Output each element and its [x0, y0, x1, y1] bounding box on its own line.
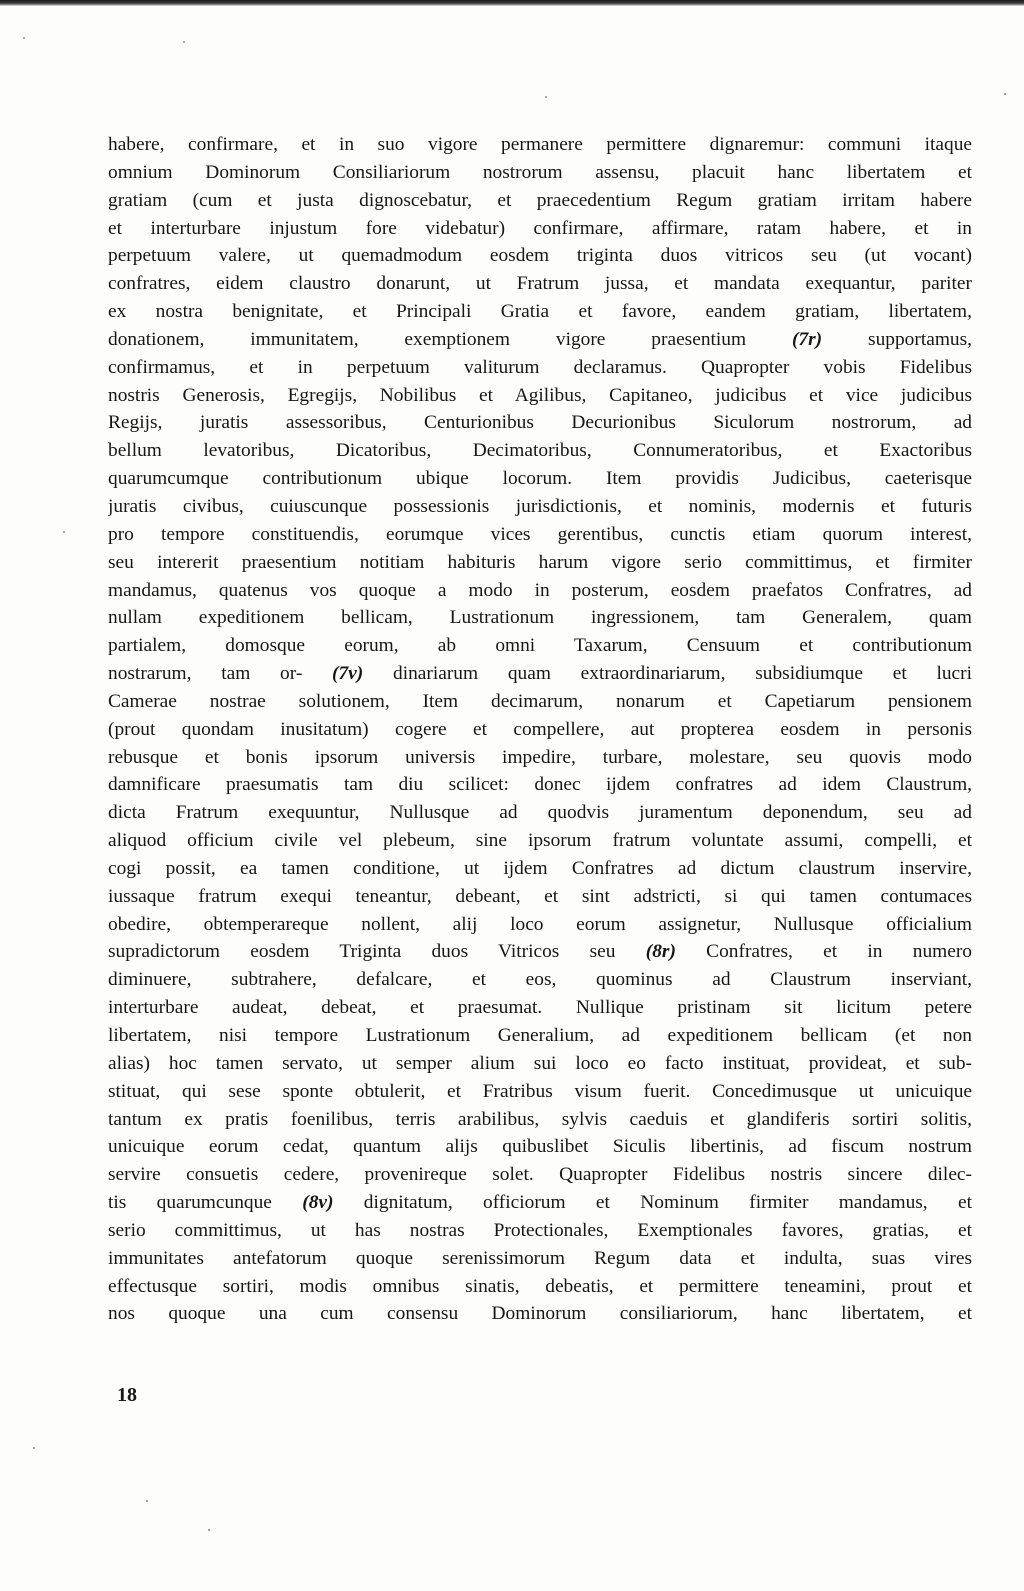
text-line: damnificare praesumatis tam diu scilicet: donec ijdem confratres ad idem Claustrum,	[108, 774, 972, 796]
text-line: mandamus, quatenus vos quoque a modo in posterum, eosdem praefatos Confratres, ad	[108, 579, 972, 601]
scan-speck	[1004, 93, 1006, 95]
scan-speck	[146, 1500, 148, 1502]
text-line: obedire, obtemperareque nollent, alij loco eorum assignetur, Nullusque officialium	[108, 913, 972, 935]
page-number: 18	[117, 1384, 137, 1406]
text-line: Regijs, juratis assessoribus, Centurionibus Decurionibus Siculorum nostrorum, ad	[108, 412, 972, 434]
text-line: perpetuum valere, ut quemadmodum eosdem triginta duos vitricos seu (ut vocant)	[108, 245, 972, 267]
text-line: confirmamus, et in perpetuum valiturum declaramus. Quapropter vobis Fidelibus	[108, 356, 972, 378]
text-line: partialem, domosque eorum, ab omni Taxarum, Censuum et contributionum	[108, 635, 972, 657]
text-line: iussaque fratrum exequi teneantur, debeant, et sint adstricti, si qui tamen contumaces	[108, 885, 972, 907]
text-line: supradictorum eosdem Triginta duos Vitricos seu (8r) Confratres, et in numero	[108, 941, 972, 963]
scan-speck	[208, 1529, 210, 1531]
text-line: unicuique eorum cedat, quantum alijs quibuslibet Siculis libertinis, ad fiscum nostrum	[108, 1136, 972, 1158]
body-text	[108, 131, 972, 1328]
text-line: aliquod officium civile vel plebeum, sine ipsorum fratrum voluntate assumi, compelli, et	[108, 830, 972, 852]
folio-marker: (7v)	[332, 663, 364, 685]
text-line: nostris Generosis, Egregijs, Nobilibus et Agilibus, Capitaneo, judicibus et vice judicibus	[108, 384, 972, 406]
folio-marker: (8v)	[302, 1192, 334, 1214]
text-line: confratres, eidem claustro donarunt, ut Fratrum jussa, et mandata exequantur, pariter	[108, 273, 972, 295]
text-line: cogi possit, ea tamen conditione, ut ijdem Confratres ad dictum claustrum inservire,	[108, 857, 972, 879]
text-line: rebusque et bonis ipsorum universis impedire, turbare, molestare, seu quovis modo	[108, 746, 972, 768]
text-line: serio committimus, ut has nostras Protectionales, Exemptionales favores, gratias, et	[108, 1219, 972, 1241]
text-line: tantum ex pratis foenilibus, terris arabilibus, sylvis caeduis et glandiferis sortiri solitis,	[108, 1108, 972, 1130]
text-line: libertatem, nisi tempore Lustrationum Generalium, ad expeditionem bellicam (et non	[108, 1025, 972, 1046]
text-line: servire consuetis cedere, provenireque solet. Quapropter Fidelibus nostris sincere dilec-	[108, 1164, 972, 1186]
text-line: effectusque sortiri, modis omnibus sinatis, debeatis, et permittere teneamini, prout et	[108, 1275, 972, 1297]
text-line: nostrarum, tam or- (7v) dinariarum quam extraordinariarum, subsidiumque et lucri	[108, 663, 972, 685]
text-line: et interturbare injustum fore videbatur) confirmare, affirmare, ratam habere, et in	[108, 217, 972, 239]
folio-marker: (8r)	[645, 941, 676, 963]
text-line: ex nostra benignitate, et Principali Gratia et favore, eandem gratiam, libertatem,	[108, 301, 972, 323]
text-line: bellum levatoribus, Dicatoribus, Decimatoribus, Connumeratoribus, et Exactoribus	[108, 440, 972, 462]
text-line: gratiam (cum et justa dignoscebatur, et praecedentium Regum gratiam irritam habere	[108, 189, 972, 211]
text-line: Camerae nostrae solutionem, Item decimarum, nonarum et Capetiarum pensionem	[108, 690, 972, 712]
text-line: (prout quondam inusitatum) cogere et compellere, aut propterea eosdem in personis	[108, 718, 972, 740]
scan-speck	[33, 1447, 35, 1449]
text-line: omnium Dominorum Consiliariorum nostrorum assensu, placuit hanc libertatem et	[108, 161, 972, 183]
text-line: quarumcumque contributionum ubique locorum. Item providis Judicibus, caeterisque	[108, 468, 972, 490]
scan-speck	[23, 37, 25, 39]
text-line: interturbare audeat, debeat, et praesumat. Nullique pristinam sit licitum petere	[108, 997, 972, 1019]
text-line: stituat, qui sese sponte obtulerit, et Fratribus visum fuerit. Concedimusque ut unicuique	[108, 1080, 972, 1102]
scan-speck	[63, 531, 65, 533]
text-line: pro tempore constituendis, eorumque vices gerentibus, cunctis etiam quorum interest,	[108, 523, 972, 545]
folio-marker: (7r)	[791, 328, 823, 350]
text-line: diminuere, subtrahere, defalcare, et eos, quominus ad Claustrum inserviant,	[108, 969, 972, 991]
scan-top-edge	[0, 0, 1024, 6]
text-line: tis quarumcunque (8v) dignitatum, officiorum et Nominum firmiter mandamus, et	[108, 1192, 972, 1214]
text-line: dicta Fratrum exequuntur, Nullusque ad quodvis juramentum deponendum, seu ad	[108, 802, 972, 824]
text-line: nos quoque una cum consensu Dominorum consiliariorum, hanc libertatem, et	[108, 1303, 972, 1325]
text-line: alias) hoc tamen servato, ut semper alium sui loco eo facto instituat, provideat, et sub-	[108, 1052, 972, 1074]
scan-speck	[545, 96, 547, 98]
text-line: seu intererit praesentium notitiam habituris harum vigore serio committimus, et firmiter	[108, 551, 972, 573]
text-line: habere, confirmare, et in suo vigore permanere permittere dignaremur: communi itaque	[108, 134, 972, 155]
text-line: nullam expeditionem bellicam, Lustrationum ingressionem, tam Generalem, quam	[108, 607, 972, 629]
scan-speck	[183, 41, 185, 43]
text-line: donationem, immunitatem, exemptionem vigore praesentium (7r) supportamus,	[108, 328, 972, 350]
text-line: juratis civibus, cuiuscunque possessionis jurisdictionis, et nominis, modernis et futuris	[108, 495, 972, 517]
text-line: immunitates antefatorum quoque serenissimorum Regum data et indulta, suas vires	[108, 1247, 972, 1269]
